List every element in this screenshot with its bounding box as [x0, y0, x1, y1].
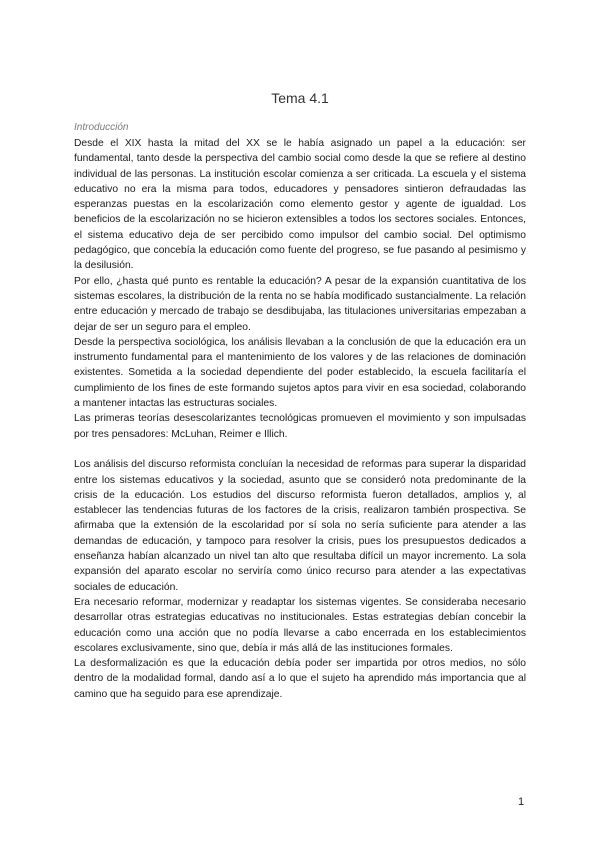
paragraph: Desde el XIX hasta la mitad del XX se le había asignado un papel a la educación: ser fundamental, tanto desde la perspectiva del cambio social como desde la que se refiere al destino individual de las personas. La institución escolar comienza a ser criticada. La escuela y el sistema educativo no era la misma para todos, educadores y pensadores sintieron defraudadas las esperanzas puestas en la escolarización como elemento gestor y agente de igualdad. Los beneficios de la escolarización no se hicieron extensibles a todos los sectores sociales. Entonces, el sistema educativo deja de ser percibido como impulsor del cambio social. Del optimismo pedagógico, que concebía la educación como fuente del progreso, se fue pasando al pesimismo y la desilusión.: [74, 138, 526, 272]
paragraph: Desde la perspectiva sociológica, los análisis llevaban a la conclusión de que la educación era un instrumento fundamental para el mantenimiento de los valores y de las relaciones de dominación existentes. Sometida a la sociedad dependiente del poder establecido, la escuela facilitaría el cumplimiento de los fines de este formando sujetos aptos para vivir en esa sociedad, colaborando a mantener intactas las estructuras sociales.: [74, 336, 526, 410]
paragraph: Era necesario reformar, modernizar y readaptar los sistemas vigentes. Se consideraba necesario desarrollar otras estrategias educativas no institucionales. Estas estrategias debían concebir la educación como una acción que no podía llevarse a cabo encerrada en los establecimientos escolares exclusivamente, sino que, debía ir más allá de las instituciones formales.: [74, 596, 526, 654]
paragraph: Las primeras teorías desescolarizantes tecnológicas promueven el movimiento y son impulsadas por tres pensadores: McLuhan, Reimer e Illich.: [74, 413, 526, 440]
page-title: Tema 4.1: [271, 90, 329, 106]
paragraph: La desformalización es que la educación debía poder ser impartida por otros medios, no sólo dentro de la modalidad formal, dando así a lo que el sujeto ha aprendido más importancia que al camino que ha seguido para ese aprendizaje.: [74, 658, 526, 700]
paragraph: Los análisis del discurso reformista concluían la necesidad de reformas para superar la disparidad entre los sistemas educativos y la sociedad, asunto que se consideró nota predominante de la crisis de la educación. Los estudios del discurso reformista fueron detallados, amplios y, al establecer las tendencias futuras de los factores de la crisis, realizaron también prospectiva. Se afirmaba que la extensión de la escolaridad por sí sola no sería suficiente para atender a las demandas de educación, y tampoco para resolver la crisis, pues los presupuestos dedicados a enseñanza habían alcanzado un nivel tan alto que resultaba difícil un mayor incremento. La sola expansión del aparato escolar no serviría como único recurso para atender a las expectativas sociales de educación.: [74, 459, 526, 593]
page-number: 1: [518, 796, 525, 808]
section-heading: Introducción: [74, 122, 129, 133]
paragraph: Por ello, ¿hasta qué punto es rentable la educación? A pesar de la expansión cuantitativa de los sistemas escolares, la distribución de la renta no se había modificado sustancialmente. La relación entre educación y mercado de trabajo se desdibujaba, las titulaciones universitarias empezaban a dejar de ser un seguro para el empleo.: [74, 275, 526, 333]
document-body: [74, 136, 526, 702]
